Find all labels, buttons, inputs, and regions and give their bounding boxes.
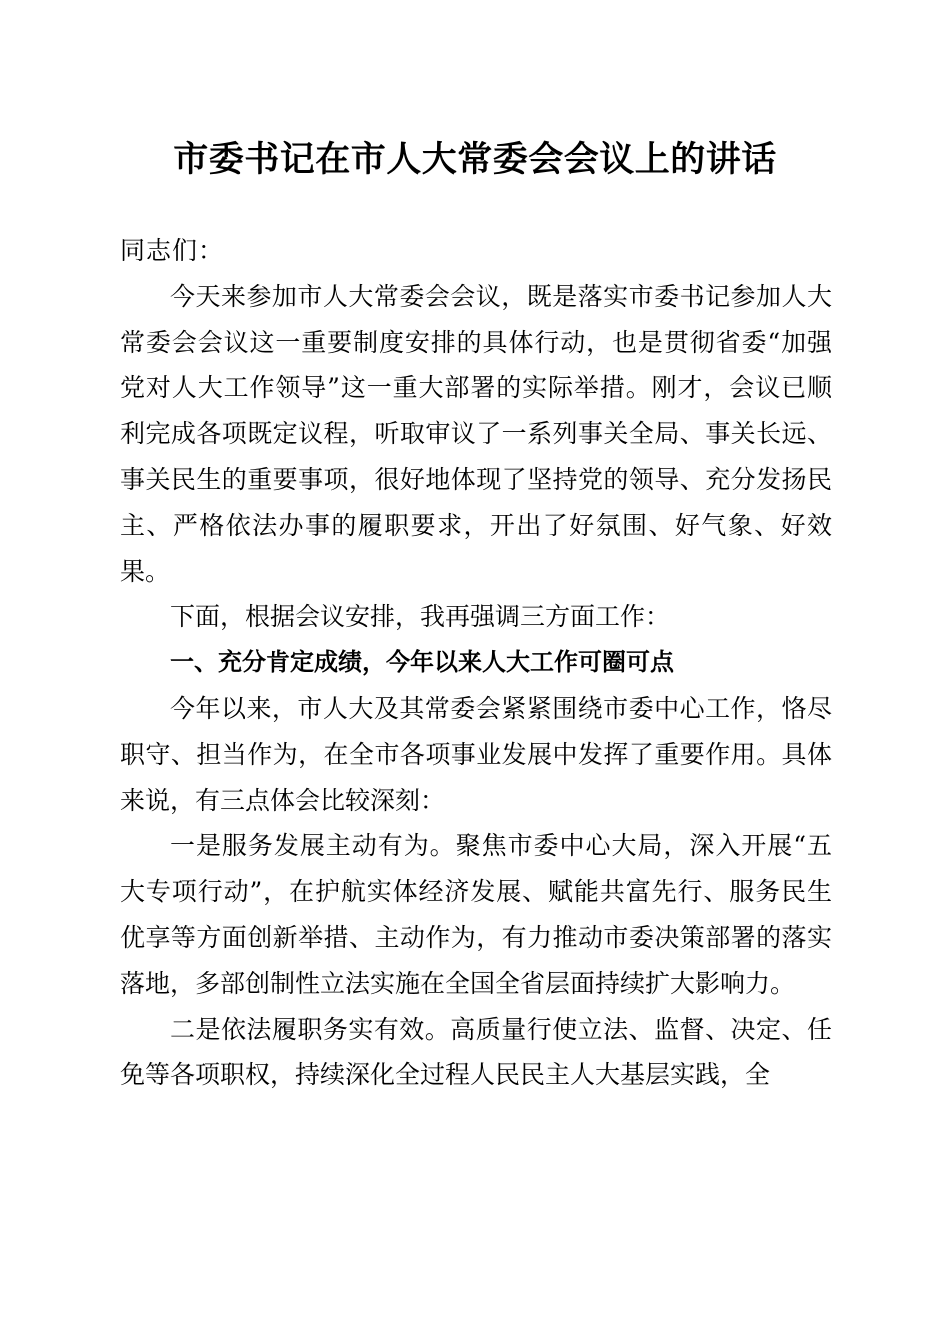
document-body (120, 228, 832, 1098)
point-2-text: 高质量行使立法、监督、决定、任免等各项职权，持续深化全过程人民民主人大基层实践，全 (120, 1014, 832, 1090)
point-2-lead: 二是依法履职务实有效。 (170, 1014, 451, 1044)
paragraph-point-1 (120, 823, 832, 1006)
salutation: 同志们： (120, 236, 225, 265)
document-title: 市委书记在市人大常委会会议上的讲话 (173, 139, 777, 180)
point-1-lead: 一是服务发展主动有为。 (170, 831, 456, 861)
paragraph-point-2 (120, 1007, 832, 1099)
paragraph-opening: 今天来参加市人大常委会会议，既是落实市委书记参加人大常委会会议这一重要制度安排的具体行动，也是贯彻省委“加强党对人大工作领导”这一重大部署的实际举措。刚才，会议已顺利完成各项既定议程，听取审议了一系列事关全局、事关长远、事关民生的重要事项，很好地体现了坚持党的领导、充分发扬民主、严格依法办事的履职要求，开出了好氛围、好气象、好效果。 (120, 281, 832, 586)
section-heading-1: 一、充分肯定成绩，今年以来人大工作可圈可点 (170, 648, 674, 677)
paragraph-transition: 下面，根据会议安排，我再强调三方面工作： (170, 602, 671, 632)
point-1-text: 聚焦市委中心大局，深入开展“五大专项行动”，在护航实体经济发展、赋能共富先行、服务民生优享等方面创新举措、主动作为，有力推动市委决策部署的落实落地，多部创制性立法实施在全国全省层面持续扩大影响力。 (120, 831, 832, 998)
paragraph-section1-intro: 今年以来，市人大及其常委会紧紧围绕市委中心工作，恪尽职守、担当作为，在全市各项事业发展中发挥了重要作用。具体来说，有三点体会比较深刻： (120, 693, 832, 815)
